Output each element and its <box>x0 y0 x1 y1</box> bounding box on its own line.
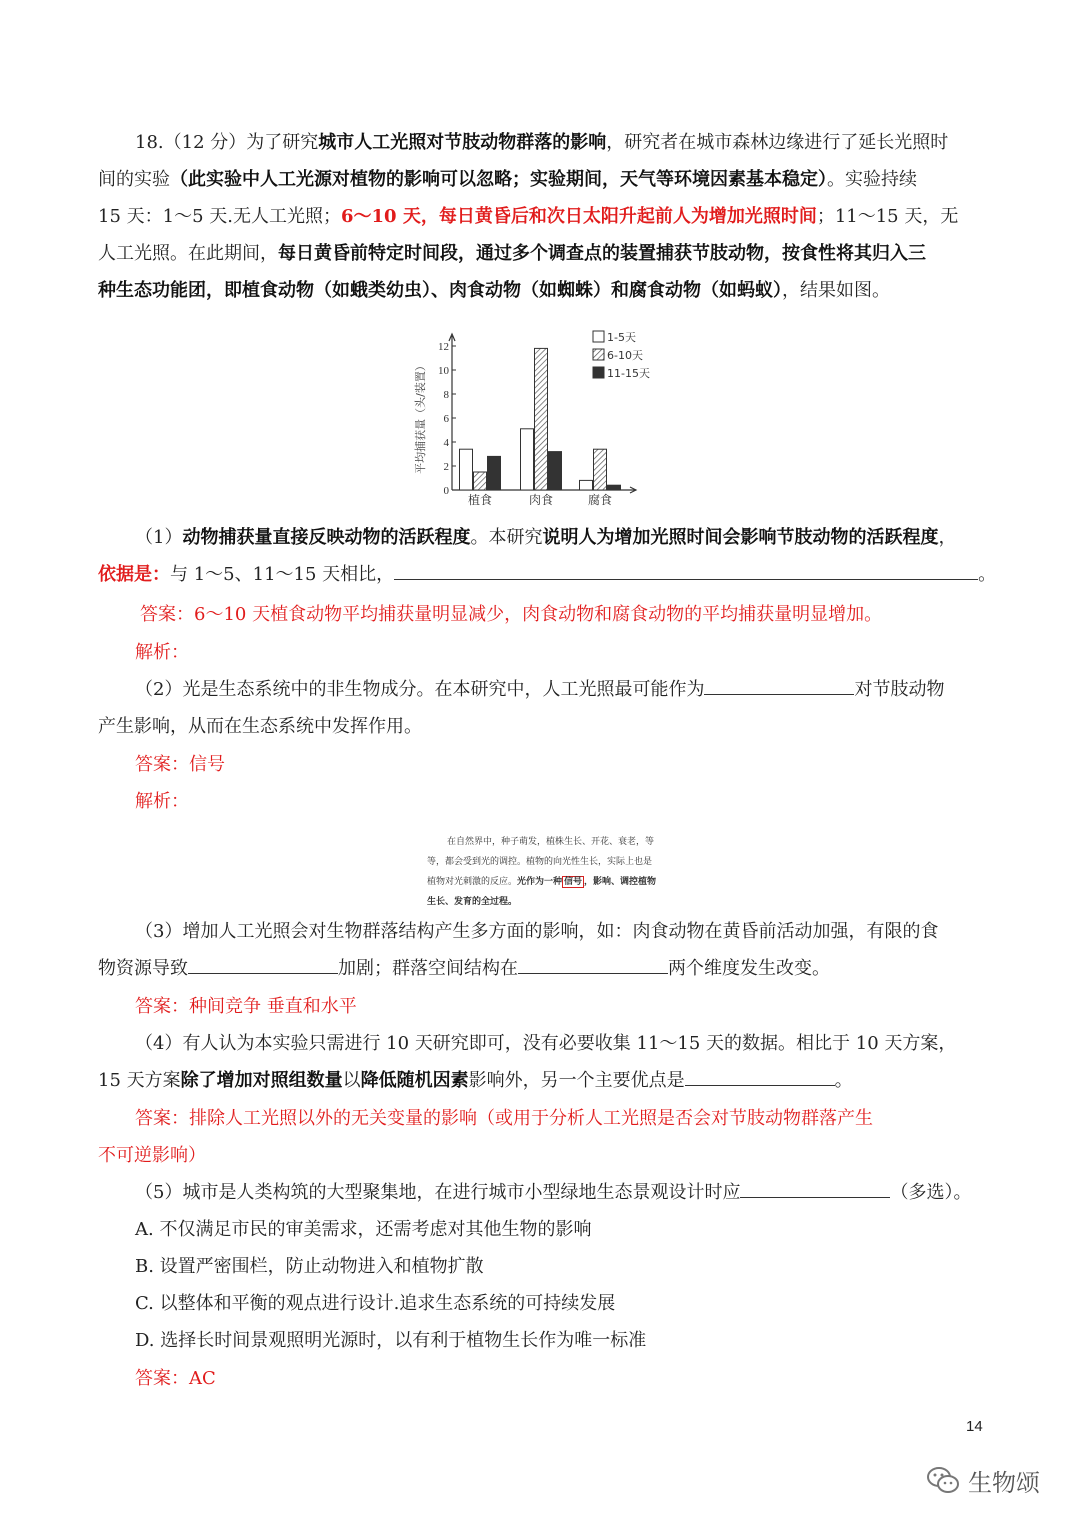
sub1-answer: 答案：6～10 天植食动物平均捕获量明显减少，肉食动物和腐食动物的平均捕获量明显增加。 <box>140 604 883 625</box>
sub2-question-line-2: 产生影响，从而在生态系统中发挥作用。 <box>98 716 422 737</box>
bar <box>474 472 487 490</box>
answer-blank <box>518 955 668 974</box>
answer-blank <box>394 561 978 580</box>
y-tick-label: 2 <box>443 461 449 473</box>
bar <box>535 348 548 490</box>
sub2-answer: 答案：信号 <box>135 754 225 775</box>
bar <box>521 429 534 490</box>
answer-blank <box>704 676 854 695</box>
watermark-text: 生物颂 <box>968 1468 1040 1497</box>
sub5-answer: 答案：AC <box>135 1368 216 1389</box>
wechat-icon <box>926 1465 960 1495</box>
legend-swatch <box>593 331 604 342</box>
bar <box>488 456 501 490</box>
question-stem-line-3: 15 天：1～5 天.无人工光照；6～10 天，每日黄昏后和次日太阳升起前人为增加光照时间；11～15 天，无 <box>98 206 959 227</box>
y-tick-label: 0 <box>443 485 449 497</box>
excerpt-line-4: 生长、发育的全过程。 <box>427 897 518 907</box>
page-number: 14 <box>966 1418 983 1435</box>
bar <box>594 449 607 490</box>
bar <box>580 480 593 490</box>
x-tick-label: 腐食 <box>587 493 613 507</box>
question-stem-line-5: 种生态功能团，即植食动物（如蛾类幼虫）、肉食动物（如蜘蛛）和腐食动物（如蚂蚁），结果如图。 <box>98 280 890 301</box>
sub5-option-d: D. 选择长时间景观照明光源时，以有利于植物生长作为唯一标准 <box>135 1330 647 1351</box>
y-tick-label: 12 <box>438 341 449 353</box>
y-tick-label: 10 <box>438 365 449 377</box>
sub4-answer: 答案：排除人工光照以外的无关变量的影响（或用于分析人工光照是否会对节肢动物群落产生 <box>135 1108 873 1129</box>
excerpt-line-1: 在自然界中，种子萌发，植株生长、开花、衰老，等 <box>447 837 655 847</box>
legend-swatch <box>593 367 604 378</box>
highlighted-keyword: 信号 <box>564 877 583 887</box>
excerpt-line-3: 植物对光刺激的反应。光作为一种 信号 ，影响、调控植物 <box>427 877 657 887</box>
answer-blank <box>188 955 338 974</box>
sub2-analysis: 解析： <box>135 791 189 812</box>
excerpt-line-2: 等，都会受到光的调控。植物的向光性生长，实际上也是 <box>427 857 653 867</box>
legend-swatch <box>593 349 604 360</box>
x-tick-label: 肉食 <box>528 493 554 507</box>
y-tick-label: 4 <box>443 437 449 449</box>
sub3-question-line-2: 物资源导致 加剧；群落空间结构在 两个维度发生改变。 <box>98 950 982 987</box>
x-tick-label: 植食 <box>467 493 493 507</box>
sub4-question-line-2: 15 天方案除了增加对照组数量以降低随机因素影响外，另一个主要优点是 。 <box>98 1062 982 1099</box>
textbook-excerpt <box>427 832 717 912</box>
sub3-answer: 答案：种间竞争 垂直和水平 <box>135 996 357 1017</box>
legend-label: 11-15天 <box>607 367 650 380</box>
bar-chart <box>408 322 678 514</box>
legend-label: 1-5天 <box>607 331 636 344</box>
bar <box>549 452 562 490</box>
y-tick-label: 6 <box>443 413 449 425</box>
sub5-option-a: A. 不仅满足市民的审美需求，还需考虑对其他生物的影响 <box>135 1219 592 1240</box>
sub2-question: （2）光是生态系统中的非生物成分。在本研究中，人工光照最可能作为 对节肢动物 <box>135 671 982 708</box>
answer-blank <box>740 1179 890 1198</box>
bar-chart-svg <box>408 322 678 514</box>
sub3-question: （3）增加人工光照会对生物群落结构产生多方面的影响，如：肉食动物在黄昏前活动加强，有限的食 <box>135 921 939 942</box>
question-stem-line-4: 人工光照。在此期间，每日黄昏前特定时间段，通过多个调查点的装置捕获节肢动物，按食性将其归入三 <box>98 243 926 264</box>
sub1-analysis: 解析： <box>135 642 189 663</box>
sub5-question: （5）城市是人类构筑的大型聚集地，在进行城市小型绿地生态景观设计时应 （多选）。 <box>135 1174 982 1211</box>
bar <box>608 485 621 490</box>
sub1-question-line-2: 依据是：与 1～5、11～15 天相比， 。 <box>98 556 982 593</box>
sub4-answer-line-2: 不可逆影响） <box>98 1145 206 1166</box>
sub4-question: （4）有人认为本实验只需进行 10 天研究即可，没有必要收集 11～15 天的数据。相比于 10 天方案， <box>135 1033 957 1054</box>
sub5-option-b: B. 设置严密围栏，防止动物进入和植物扩散 <box>135 1256 484 1277</box>
answer-blank <box>685 1067 835 1086</box>
sub5-option-c: C. 以整体和平衡的观点进行设计.追求生态系统的可持续发展 <box>135 1293 616 1314</box>
y-tick-label: 8 <box>443 389 449 401</box>
legend-label: 6-10天 <box>607 349 643 362</box>
question-stem-line-1: 18.（12 分）为了研究城市人工光照对节肢动物群落的影响，研究者在城市森林边缘进行了延长光照时 <box>135 132 949 153</box>
bar <box>460 449 473 490</box>
question-stem-line-2: 间的实验（此实验中人工光源对植物的影响可以忽略；实验期间，天气等环境因素基本稳定）。实验持续 <box>98 169 917 190</box>
y-axis-label: 平均捕获量（头/装置） <box>414 360 427 474</box>
watermark <box>926 1460 1040 1500</box>
sub1-question: （1）动物捕获量直接反映动物的活跃程度。本研究说明人为增加光照时间会影响节肢动物的活跃程度， <box>135 527 957 548</box>
